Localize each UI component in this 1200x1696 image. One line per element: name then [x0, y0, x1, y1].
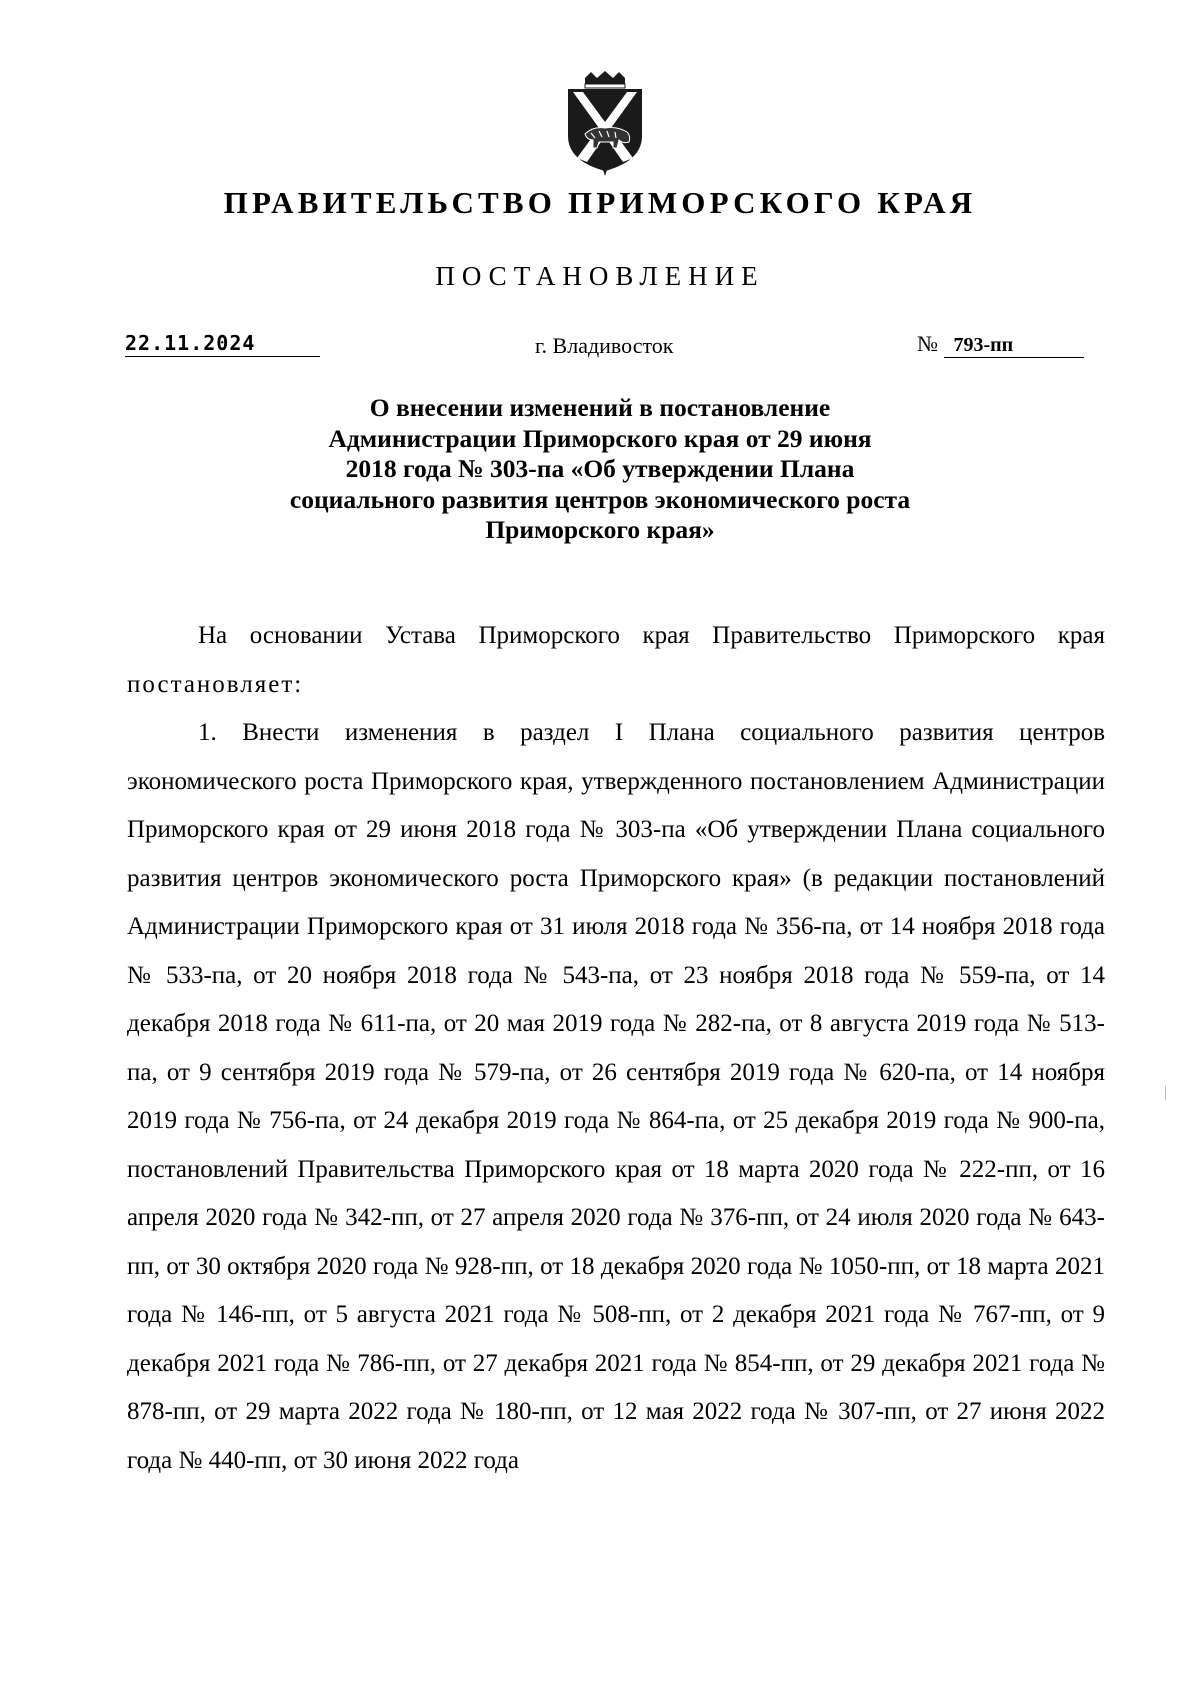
preamble-paragraph [127, 612, 1105, 709]
document-meta [125, 331, 1100, 371]
scan-margin-mark [1165, 1086, 1166, 1100]
coat-of-arms-icon [563, 70, 647, 178]
item-1-paragraph: 1. Внести изменения в раздел I Плана социального развития центров экономического роста Приморского края, утвержденного постановлением Администрации Приморского края от 29 июня 2018 года № 303-па «Об утверждении Плана социального развития центров экономического роста Приморского края» (в редакции постановлений Администрации Приморского края от 31 июля 2018 года № 356-па, от 14 ноября 2018 года № 533-па, от 20 ноября 2018 года № 543-па, от 23 ноября 2018 года № 559-па, от 14 декабря 2018 года № 611-па, от 20 мая 2019 года № 282-па, от 8 августа 2019 года № 513-па, от 9 сентября 2019 года № 579-па, от 26 сентября 2019 года № 620-па, от 14 ноября 2019 года № 756-па, от 24 декабря 2019 года № 864-па, от 25 декабря 2019 года № 900-па, постановлений Правительства Приморского края от 18 марта 2020 года № 222-пп, от 16 апреля 2020 года № 342-пп, от 27 апреля 2020 года № 376-пп, от 24 июля 2020 года № 643-пп, от 30 октября 2020 года № 928-пп, от 18 декабря 2020 года № 1050-пп, от 18 марта 2021 года № 146-пп, от 5 августа 2021 года № 508-пп, от 2 декабря 2021 года № 767-пп, от 9 декабря 2021 года № 786-пп, от 27 декабря 2021 года № 854-пп, от 29 декабря 2021 года № 878-пп, от 29 марта 2022 года № 180-пп, от 12 мая 2022 года № 307-пп, от 27 июня 2022 года № 440-пп, от 30 июня 2022 года [127, 719, 1105, 1474]
preamble-text: На основании Устава Приморского края Правительство Приморского края [198, 622, 1105, 649]
document-date: 22.11.2024 [125, 331, 320, 357]
heading-line: социального развития центров экономического роста [289, 484, 911, 514]
number-sign: № [917, 331, 938, 356]
document-city: г. Владивосток [535, 333, 674, 358]
government-title: ПРАВИТЕЛЬСТВО ПРИМОРСКОГО КРАЯ [223, 185, 977, 220]
document-type: ПОСТАНОВЛЕНИЕ [435, 261, 765, 291]
heading-line: О внесении изменений в постановление [369, 393, 831, 422]
document-number-block [917, 331, 1097, 358]
document-number: 793-пп [944, 334, 1084, 358]
document-body [127, 612, 1105, 1485]
heading-line: Администрации Приморского края от 29 июня [328, 423, 872, 453]
heading-line: Приморского края» [485, 515, 715, 544]
document-heading [150, 393, 1050, 546]
preamble-verb: постановляет: [127, 670, 304, 698]
heading-line: 2018 года № 303-па «Об утверждении Плана [345, 454, 855, 483]
